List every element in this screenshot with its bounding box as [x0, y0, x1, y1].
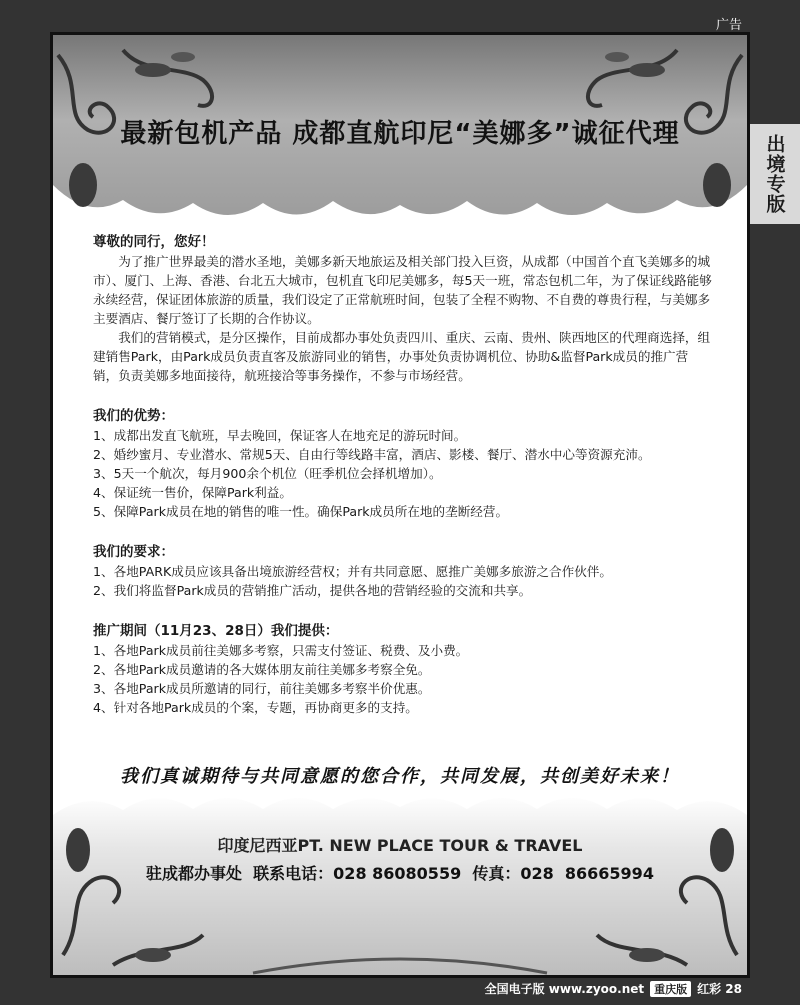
intro-paragraph: 为了推广世界最美的潜水圣地，美娜多新天地旅运及相关部门投入巨资，从成都（中国首个直飞美娜多的城市）、厦门、上海、香港、台北五大城市，包机直飞印尼美娜多，每5天一班，常态包机二年，为了保证线路能够永续经营，保证团体旅游的质量，我们设定了正常航班时间，包装了全程不购物、不自费的尊贵行程，与美娜多主要酒店、餐厅签订了长期的合作协议。: [93, 254, 712, 326]
list-item: 2、各地Park成员邀请的各大媒体朋友前往美娜多考察全免。: [93, 662, 431, 677]
list-item: 3、各地Park成员所邀请的同行，前往美娜多考察半价优惠。: [93, 681, 431, 696]
greeting: 尊敬的同行，您好！: [93, 234, 215, 250]
list-item: 1、各地PARK成员应该具备出境旅游经营权；并有共同意愿、愿推广美娜多旅游之合作伙伴。: [93, 564, 612, 579]
advantages-section: [93, 407, 713, 521]
requirements-section: [93, 543, 713, 600]
promotion-section: [93, 622, 713, 717]
edition-badge: 重庆版: [650, 981, 691, 997]
list-item: 2、我们将监督Park成员的营销推广活动，提供各地的营销经验的交流和共享。: [93, 583, 532, 598]
side-tab-outbound: 出境专版: [748, 124, 800, 224]
company-name: 印度尼西亚PT. NEW PLACE TOUR & TRAVEL: [217, 836, 583, 855]
list-item: 5、保障Park成员在地的销售的唯一性。确保Park成员所在地的垄断经营。: [93, 504, 509, 519]
list-item: 3、5天一个航次，每月900余个机位（旺季机位会择机增加）。: [93, 466, 442, 481]
advantages-heading: 我们的优势：: [93, 408, 174, 424]
list-item: 4、保证统一售价，保障Park利益。: [93, 485, 292, 500]
ad-headline: 最新包机产品 成都直航印尼“美娜多”诚征代理: [120, 119, 680, 149]
page-number: 红彩 28: [697, 982, 742, 996]
intro-paragraph: 我们的营销模式，是分区操作，目前成都办事处负责四川、重庆、云南、贵州、陕西地区的代理商选择，组建销售Park，由Park成员负责直客及旅游同业的销售，办事处负责协调机位、协助&监督Park成员的推广营销，负责美娜多地面接待，航班接洽等事务操作，不参与市场经营。: [93, 330, 711, 383]
promotion-heading: 推广期间（11月23、28日）我们提供：: [93, 623, 339, 639]
ad-panel: [53, 35, 747, 975]
list-item: 4、针对各地Park成员的个案，专题，再协商更多的支持。: [93, 700, 418, 715]
site-url: 全国电子版 www.zyoo.net: [484, 982, 645, 996]
slogan: 我们真诚期待与共同意愿的您合作，共同发展，共创美好未来！: [120, 766, 680, 787]
requirements-heading: 我们的要求：: [93, 544, 174, 560]
section-label: 广告: [715, 18, 742, 33]
ad-body: [93, 233, 713, 717]
list-item: 2、婚纱蜜月、专业潜水、常规5天、自由行等线路丰富，酒店、影楼、餐厅、潜水中心等资源充沛。: [93, 447, 651, 462]
curtain-ornament-icon: [53, 795, 747, 975]
footer-band: [53, 795, 747, 975]
contact-info: 驻成都办事处 联系电话：028 86080559 传真：028 86665994: [146, 864, 654, 883]
page-footer: [485, 980, 742, 997]
list-item: 1、成都出发直飞航班，早去晚回，保证客人在地充足的游玩时间。: [93, 428, 467, 443]
list-item: 1、各地Park成员前往美娜多考察，只需支付签证、税费、及小费。: [93, 643, 469, 658]
